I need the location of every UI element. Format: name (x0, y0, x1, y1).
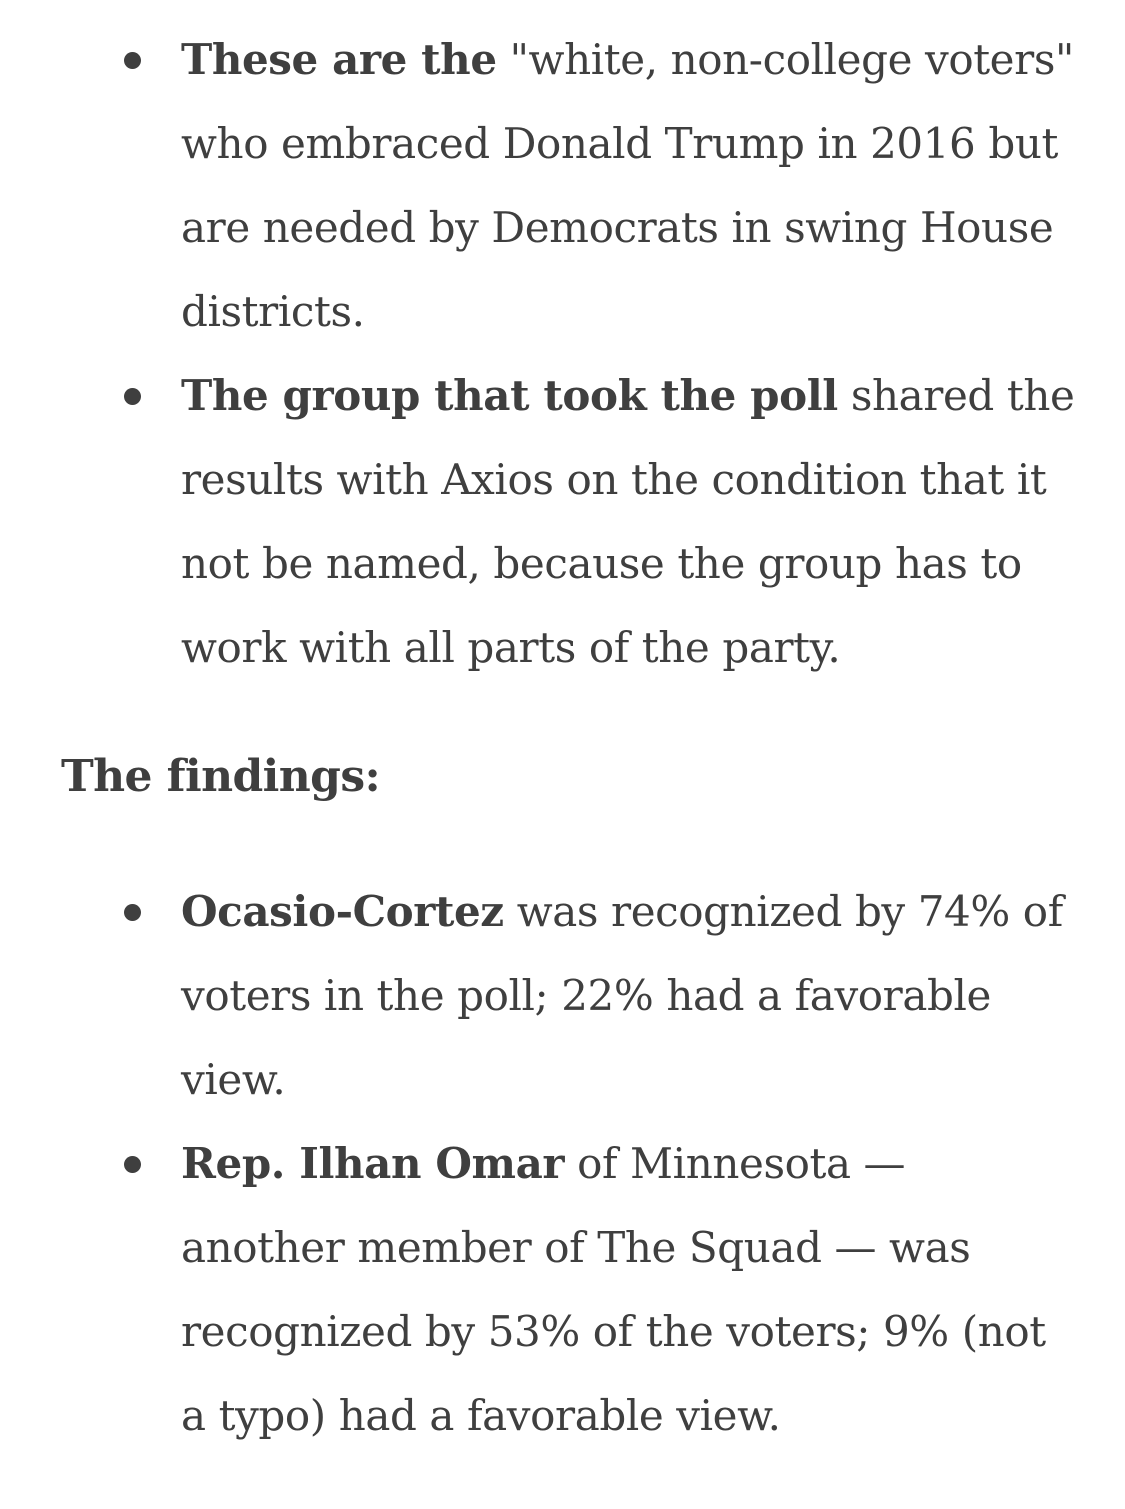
list-item (0, 354, 1125, 690)
list-item (0, 870, 1125, 1122)
context-bullet-list (0, 18, 1125, 690)
bullet-lead: These are the (181, 35, 497, 84)
bullet-text: shared the results with Axios on the condition that it not be named, because the group has to work with all parts of the party. (181, 371, 1075, 672)
list-item (0, 18, 1125, 354)
bullet-text: of Minnesota — another member of The Squad — was recognized by 53% of the voters; 9% (not a typo) had a favorable view. (181, 1139, 1046, 1440)
bullet-lead: Ocasio-Cortez (181, 887, 504, 936)
list-item (0, 1122, 1125, 1458)
bullet-text: was recognized by 74% of voters in the poll; 22% had a favorable view. (181, 887, 1063, 1104)
bullet-text: "white, non-college voters" who embraced Donald Trump in 2016 but are needed by Democrats in swing House districts. (181, 35, 1074, 336)
bullet-dot-icon (124, 388, 141, 405)
findings-bullet-list (0, 870, 1125, 1458)
bullet-lead: The group that took the poll (181, 371, 838, 420)
bullet-dot-icon (124, 904, 141, 921)
bullet-lead: Rep. Ilhan Omar (181, 1139, 565, 1188)
bullet-dot-icon (124, 1156, 141, 1173)
bullet-dot-icon (124, 52, 141, 69)
findings-heading: The findings: (61, 751, 381, 802)
